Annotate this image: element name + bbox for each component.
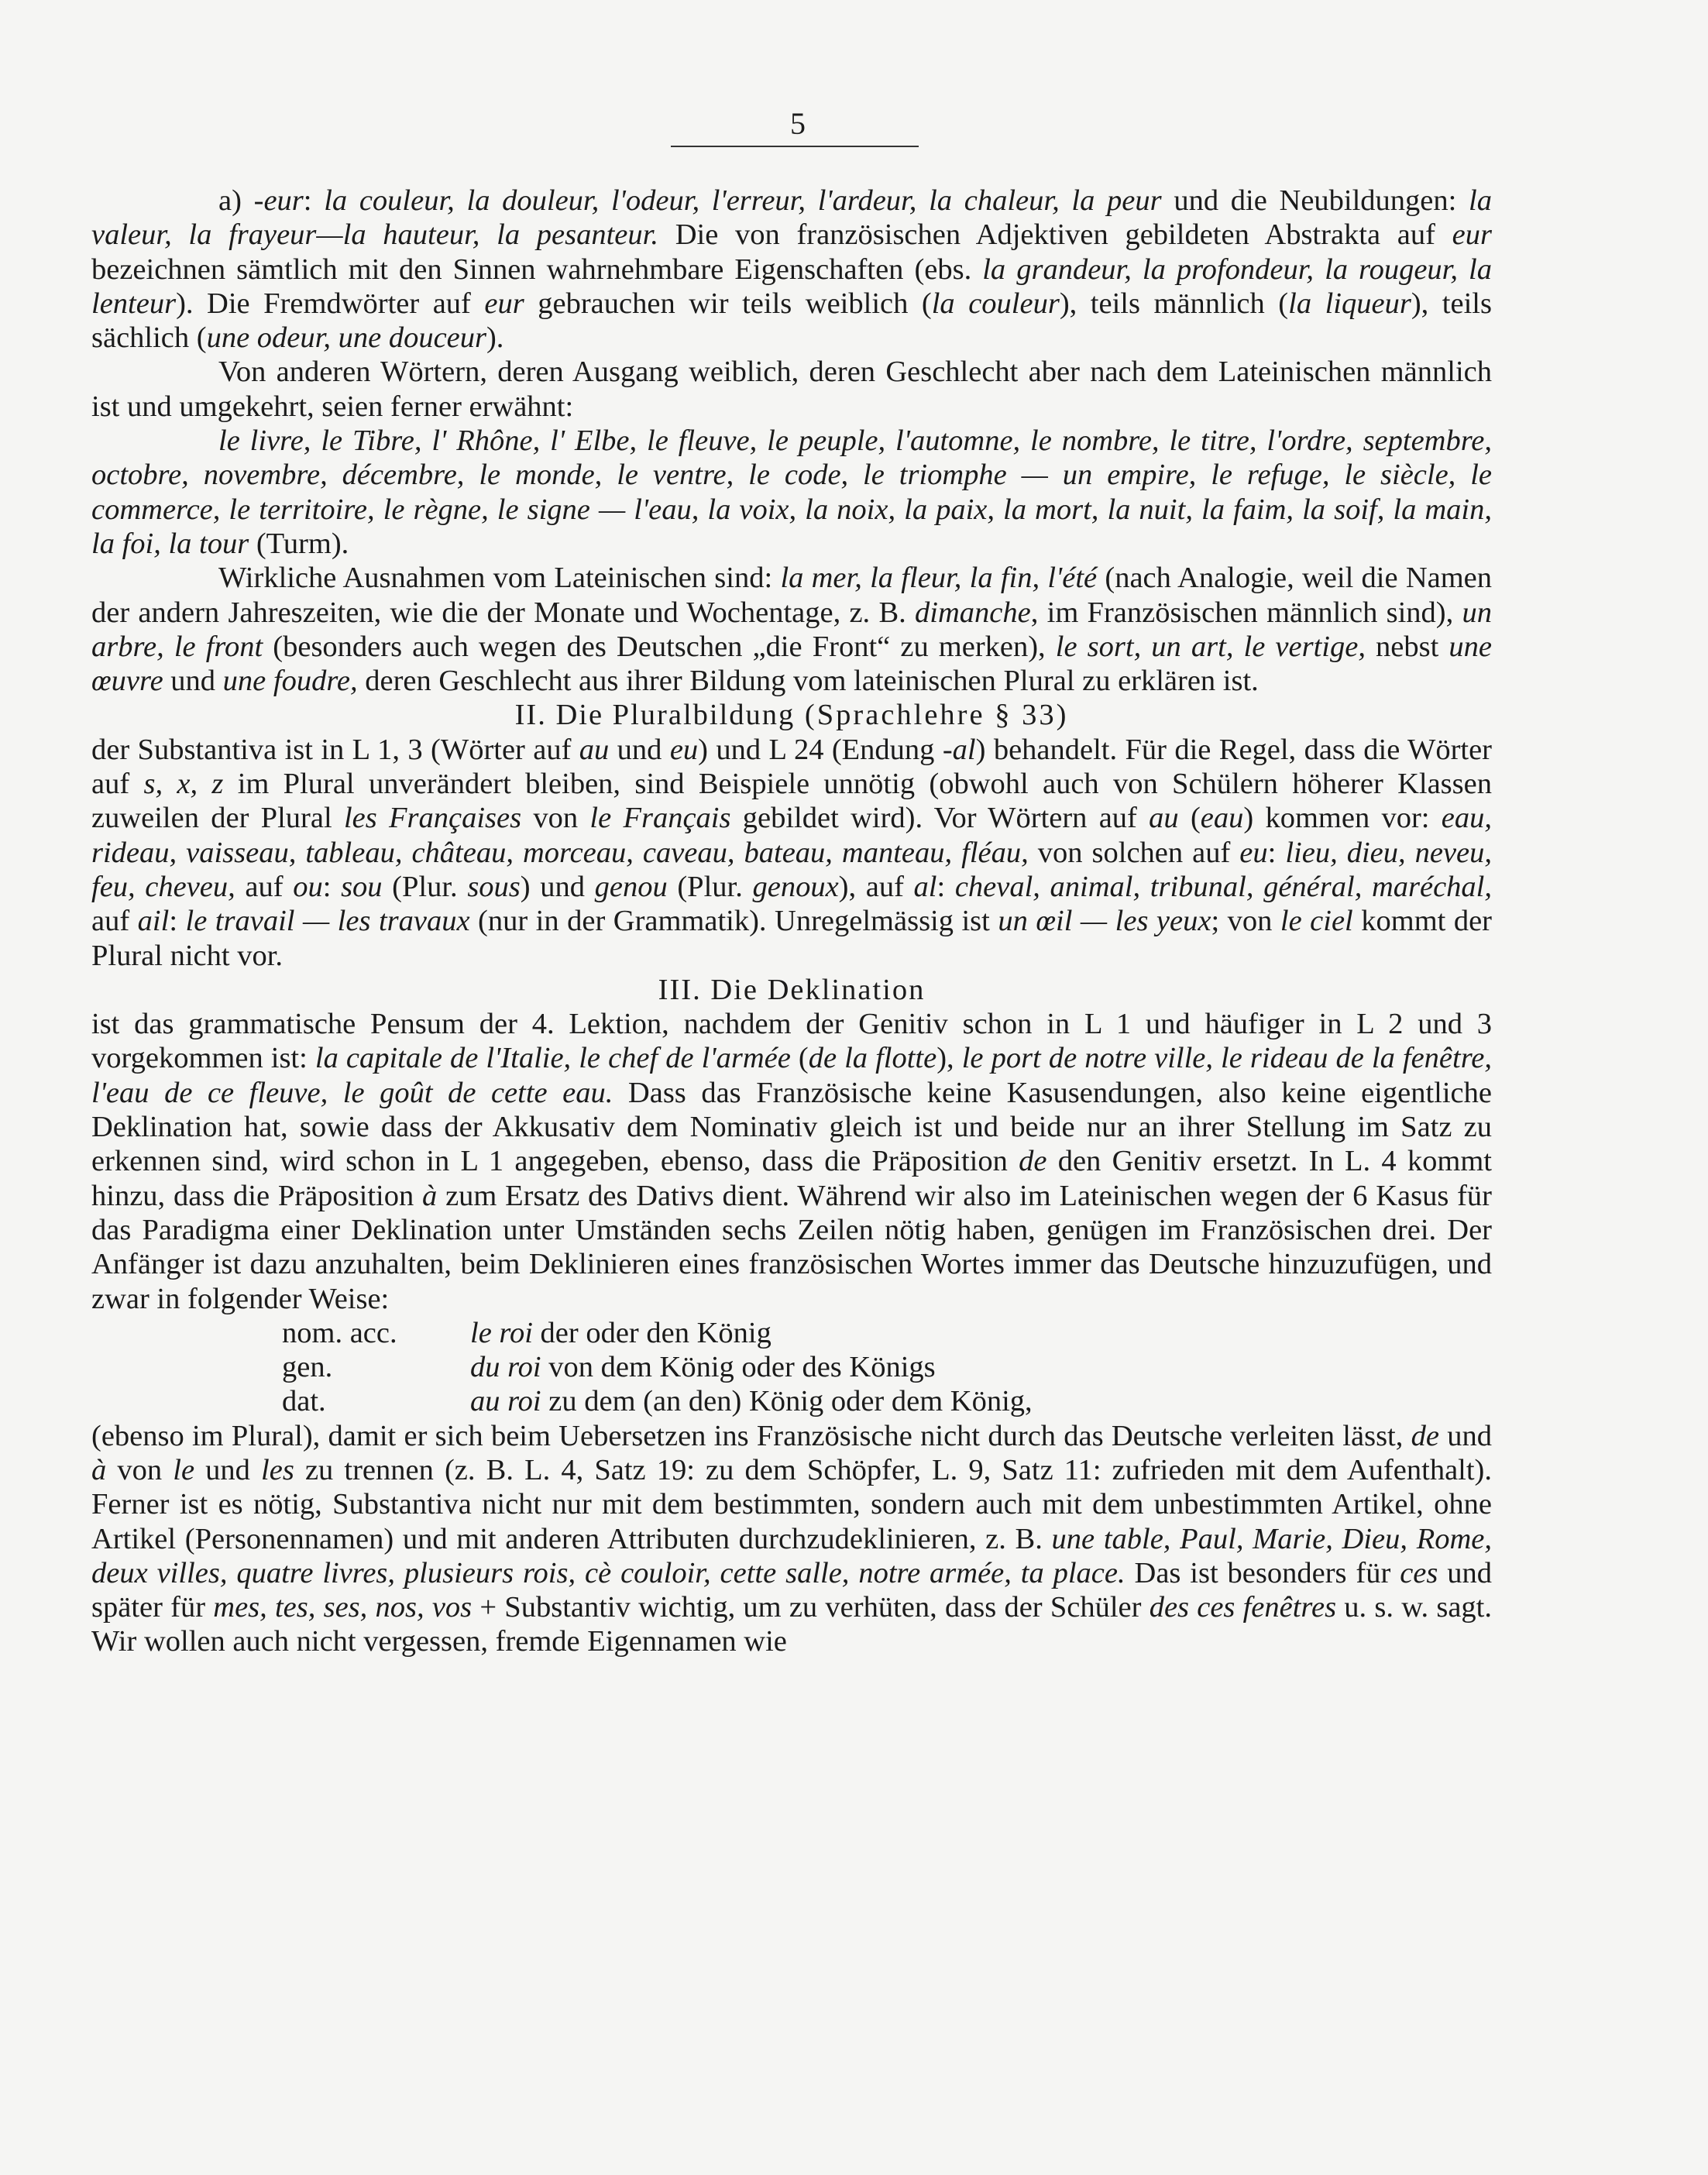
declination-row: dat. au roi zu dem (an den) König oder dem König,	[282, 1385, 1033, 1418]
section-heading-pluralbildung: II. Die Pluralbildung (Sprachlehre § 33)	[514, 699, 1069, 732]
body-text	[91, 184, 1492, 1659]
paragraph-word-list: le livre, le Tibre, l' Rhône, l' Elbe, le fleuve, le peuple, l'automne, le nombre, le titre, l'ordre, septembre, octobre, novembre, décembre, le monde, le ventre, le code, le triomphe — un empire, le refuge, le siècle, le commerce, le territoire, le règne, le signe — l'eau, la voix, la noix, la paix, la mort, la nuit, la faim, la soif, la main, la foi, la tour (Turm).	[91, 424, 1492, 560]
paragraph-plural: der Substantiva ist in L 1, 3 (Wörter auf au und eu) und L 24 (Endung -al) behandelt. Für die Regel, dass die Wörter auf s, x, z im Plural unverändert bleiben, sind Beispiele unnötig (obwohl auch von Schülern höherer Klassen zuweilen der Plural les Françaises von le Français gebildet wird). Vor Wörtern auf au (eau) kommen vor: eau, rideau, vaisseau, tableau, château, morceau, caveau, bateau, manteau, fléau, von solchen auf eu: lieu, dieu, neveu, feu, cheveu, auf ou: sou (Plur. sous) und genou (Plur. genoux), auf al: cheval, animal, tribunal, général, maréchal, auf ail: le travail — les travaux (nur in der Grammatik). Unregelmässig ist un œil — les yeux; von le ciel kommt der Plural nicht vor.	[91, 733, 1493, 972]
paragraph-other-words: Von anderen Wörtern, deren Ausgang weiblich, deren Geschlecht aber nach dem Lateinischen männlich ist und umgekehrt, seien ferner erwähnt:	[91, 356, 1492, 423]
paragraph-declination: ist das grammatische Pensum der 4. Lektion, nachdem der Genitiv schon in L 1 und häufiger in L 2 und 3 vorgekommen ist: la capitale de l'Italie, le chef de l'armée (de la flotte), le port de notre ville, le rideau de la fenêtre, l'eau de ce fleuve, le goût de cette eau. Dass das Französische keine Kasusendungen, also keine eigentliche Deklination hat, sowie dass der Akkusativ dem Nominativ gleich ist und beide nur an ihrer Stellung im Satz zu erkennen sind, wird schon in L 1 angegeben, ebenso, dass die Präposition de den Genitiv ersetzt. In L. 4 kommt hinzu, dass die Präposition à zum Ersatz des Dativs dient. Während wir also im Lateinischen wegen der 6 Kasus für das Paradigma einer Deklination unter Umständen sechs Zeilen nötig haben, genügen im Französischen drei. Der Anfänger ist dazu anzuhalten, beim Deklinieren eines französischen Wortes immer das Deutsche hinzuzufügen, und zwar in folgender Weise:	[91, 1008, 1492, 1315]
paragraph-translation-note: (ebenso im Plural), damit er sich beim Uebersetzen ins Französische nicht durch das Deutsche verleiten lässt, de und à von le und les zu trennen (z. B. L. 4, Satz 19: zu dem Schöpfer, L. 9, Satz 11: zufrieden mit dem Aufenthalt). Ferner ist es nötig, Substantiva nicht nur mit dem bestimmten, sondern auch mit dem unbestimmten Artikel, ohne Artikel (Personennamen) und mit anderen Attributen durchzudeklinieren, z. B. une table, Paul, Marie, Dieu, Rome, deux villes, quatre livres, plusieurs rois, cè couloir, cette salle, notre armée, ta place. Das ist besonders für ces und später für mes, tes, ses, nos, vos + Substantiv wichtig, um zu verhüten, dass der Schüler des ces fenêtres u. s. w. sagt. Wir wollen auch nicht vergessen, fremde Eigennamen wie	[91, 1419, 1493, 1658]
header-rule	[671, 146, 919, 147]
page-number: 5	[790, 106, 806, 141]
declination-row: gen. du roi von dem König oder des Königs	[282, 1351, 936, 1384]
declination-row: nom. acc. le roi der oder den König	[282, 1316, 772, 1349]
declination-table	[282, 1316, 1492, 1419]
paragraph-exceptions: Wirkliche Ausnahmen vom Lateinischen sind: la mer, la fleur, la fin, l'été (nach Analogie, weil die Namen der andern Jahreszeiten, wie die der Monate und Wochentage, z. B. dimanche, im Französischen männlich sind), un arbre, le front (besonders auch wegen des Deutschen „die Front“ zu merken), le sort, un art, le vertige, nebst une œuvre und une foudre, deren Geschlecht aus ihrer Bildung vom lateinischen Plural zu erklären ist.	[91, 562, 1493, 698]
paragraph-eur-suffix: a) -eur: la couleur, la douleur, l'odeur, l'erreur, l'ardeur, la chaleur, la peur und die Neubildungen: la valeur, la frayeur—la hauteur, la pesanteur. Die von französischen Adjektiven gebildeten Abstrakta auf eur bezeichnen sämtlich mit den Sinnen wahrnehmbare Eigenschaften (ebs. la grandeur, la profondeur, la rougeur, la lenteur). Die Fremdwörter auf eur gebrauchen wir teils weiblich (la couleur), teils männlich (la liqueur), teils sächlich (une odeur, une douceur).	[91, 184, 1492, 355]
section-heading-deklination: III. Die Deklination	[658, 973, 926, 1006]
